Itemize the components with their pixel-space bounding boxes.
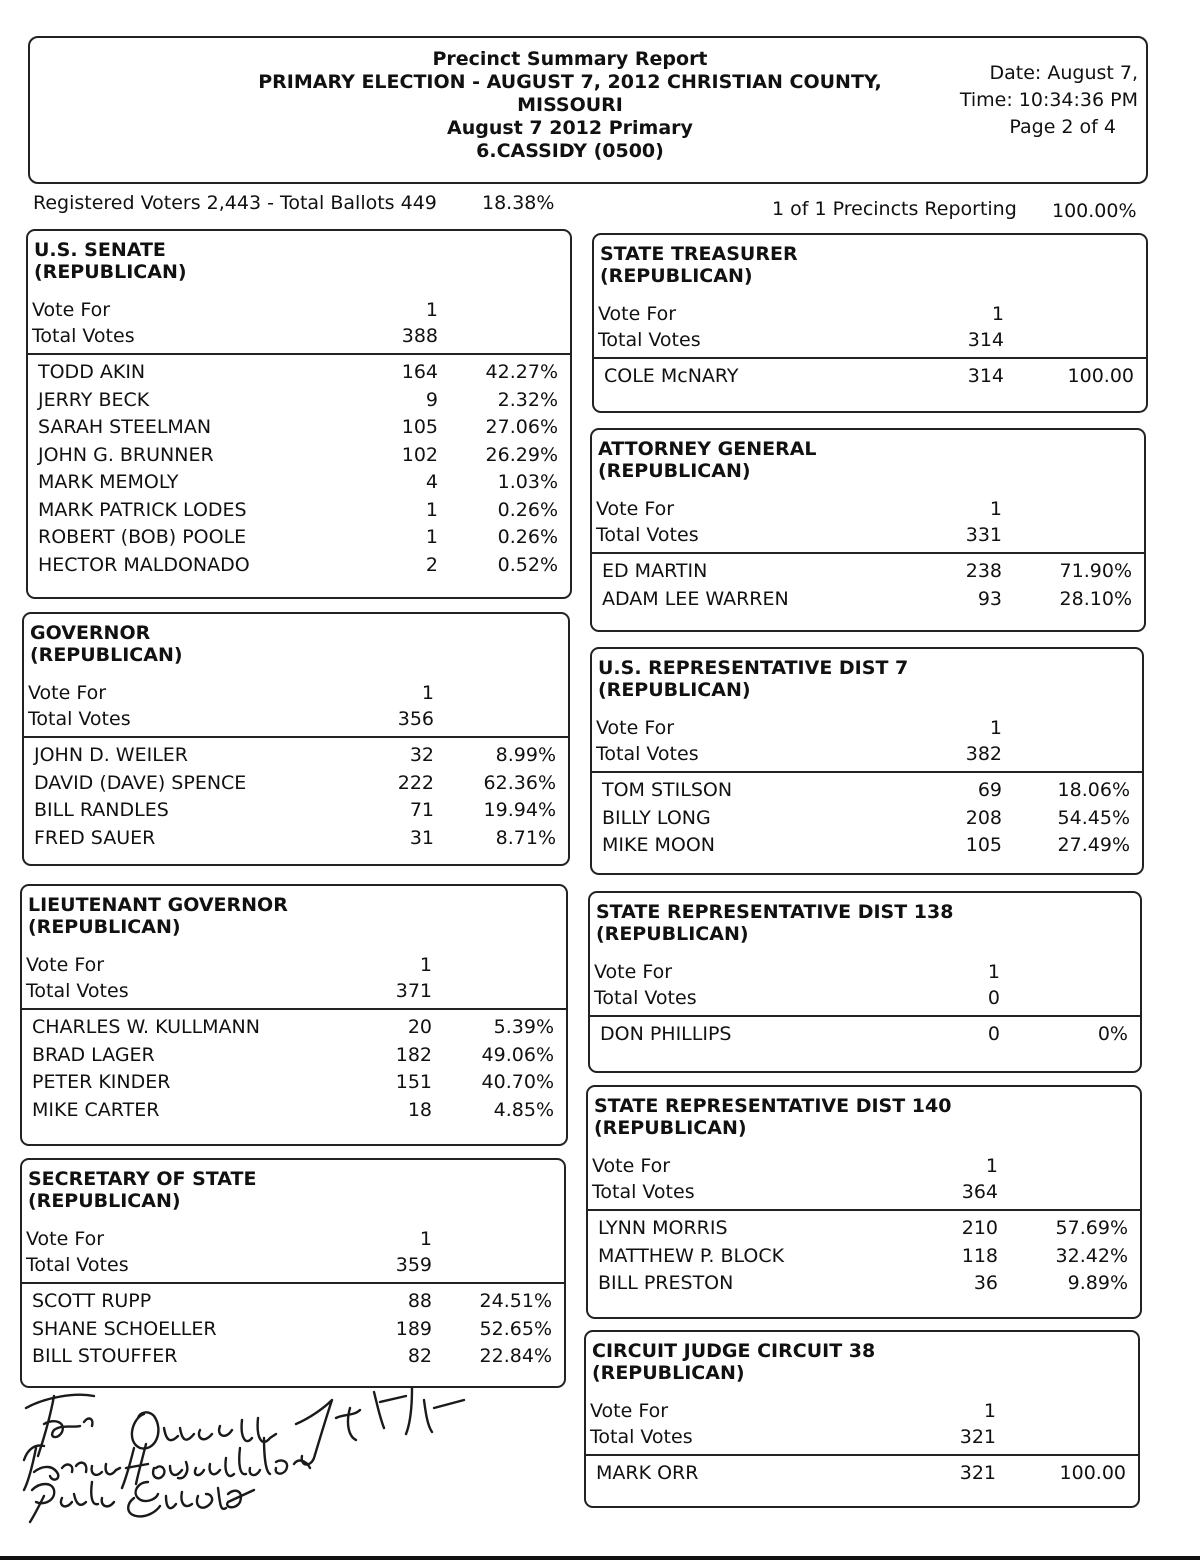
candidate-name: SCOTT RUPP	[32, 1290, 152, 1312]
total-votes-label: Total Votes	[594, 987, 697, 1009]
candidate-votes: 105	[401, 416, 438, 438]
candidate-percent: 22.84%	[479, 1345, 552, 1367]
candidate-list	[588, 1209, 1140, 1298]
candidate-name: BILL PRESTON	[598, 1272, 734, 1294]
candidate-votes: 0	[987, 1023, 1000, 1045]
total-votes-value: 331	[965, 524, 1002, 546]
contest-office: ATTORNEY GENERAL	[598, 438, 817, 460]
precincts-percent: 100.00%	[1052, 200, 1137, 222]
contest-title	[594, 235, 1146, 301]
candidate-votes: 222	[397, 771, 434, 794]
total-votes-label: Total Votes	[590, 1426, 693, 1448]
candidate-row	[590, 1021, 1140, 1049]
vote-for-label: Vote For	[26, 954, 105, 976]
candidate-list	[590, 1015, 1140, 1049]
candidate-votes: 88	[407, 1290, 432, 1312]
contest-office: CIRCUIT JUDGE CIRCUIT 38	[592, 1340, 876, 1362]
contest-party: (REPUBLICAN)	[596, 923, 749, 945]
election-state: MISSOURI	[517, 94, 623, 116]
contest-title	[592, 649, 1142, 715]
contest-totals	[28, 297, 570, 353]
candidate-percent: 42.27%	[485, 361, 558, 383]
candidate-list	[594, 357, 1146, 391]
candidate-name: MATTHEW P. BLOCK	[598, 1244, 785, 1267]
turnout-percent: 18.38%	[482, 192, 555, 214]
contest-box	[26, 229, 572, 599]
election-subtitle: August 7 2012 Primary	[447, 117, 693, 139]
contest-box	[592, 233, 1148, 413]
report-meta	[918, 60, 1138, 141]
vote-for-label: Vote For	[26, 1228, 105, 1250]
candidate-name: DON PHILLIPS	[600, 1023, 732, 1045]
candidate-row	[22, 1014, 566, 1042]
contest-box	[20, 1158, 566, 1388]
contest-title	[592, 430, 1144, 496]
precinct-name: 6.CASSIDY (0500)	[476, 140, 664, 162]
candidate-percent: 19.94%	[483, 799, 556, 821]
contest-party: (REPUBLICAN)	[594, 1117, 747, 1139]
contest-party: (REPUBLICAN)	[598, 460, 751, 482]
candidate-percent: 57.69%	[1055, 1217, 1128, 1239]
candidate-name: JOHN D. WEILER	[34, 744, 188, 766]
candidate-percent: 0.26%	[497, 498, 558, 521]
candidate-name: MIKE MOON	[602, 834, 716, 856]
candidate-votes: 36	[973, 1272, 998, 1294]
candidate-row	[22, 1069, 566, 1097]
candidate-votes: 82	[407, 1345, 432, 1367]
candidate-name: BILL STOUFFER	[32, 1345, 178, 1367]
contest-totals	[592, 496, 1144, 552]
candidate-list	[592, 771, 1142, 860]
candidate-percent: 2.32%	[497, 388, 558, 411]
vote-for-label: Vote For	[594, 961, 673, 983]
candidate-votes: 151	[395, 1071, 432, 1093]
candidate-name: DAVID (DAVE) SPENCE	[34, 771, 247, 794]
total-votes-value: 359	[395, 1254, 432, 1276]
candidate-name: MARK MEMOLY	[38, 471, 179, 493]
candidate-row	[22, 1343, 564, 1371]
candidate-percent: 100.00	[1059, 1462, 1126, 1484]
report-title: Precinct Summary Report	[432, 48, 708, 70]
vote-for-value: 1	[989, 498, 1002, 520]
candidate-name: PETER KINDER	[32, 1071, 171, 1093]
total-votes-label: Total Votes	[32, 325, 135, 347]
candidate-percent: 0.26%	[497, 526, 558, 548]
candidate-votes: 189	[395, 1317, 432, 1340]
candidate-percent: 27.06%	[485, 416, 558, 438]
vote-for-value: 1	[985, 1155, 998, 1177]
candidate-votes: 71	[409, 799, 434, 821]
candidate-row	[28, 524, 570, 552]
vote-for-value: 1	[425, 299, 438, 321]
candidate-votes: 1	[425, 498, 438, 521]
candidate-percent: 49.06%	[481, 1043, 554, 1066]
contest-office: GOVERNOR	[30, 622, 151, 644]
candidate-row	[588, 1243, 1140, 1271]
candidate-name: SARAH STEELMAN	[38, 416, 212, 438]
candidate-row	[588, 1215, 1140, 1243]
candidate-row	[594, 363, 1146, 391]
contest-title	[22, 886, 566, 952]
contest-box	[586, 1085, 1142, 1319]
contest-office: STATE REPRESENTATIVE DIST 140	[594, 1095, 952, 1117]
candidate-name: MIKE CARTER	[32, 1098, 160, 1121]
candidate-percent: 8.71%	[495, 826, 556, 849]
vote-for-label: Vote For	[28, 682, 107, 704]
candidate-percent: 0%	[1097, 1023, 1128, 1045]
candidate-row	[24, 825, 568, 853]
candidate-votes: 118	[961, 1244, 998, 1267]
contest-office: U.S. SENATE	[34, 239, 166, 261]
candidate-row	[28, 359, 570, 387]
candidate-votes: 164	[401, 361, 438, 383]
candidate-name: SHANE SCHOELLER	[32, 1317, 217, 1340]
vote-for-value: 1	[991, 303, 1004, 325]
contest-party: (REPUBLICAN)	[592, 1362, 745, 1384]
candidate-list	[586, 1454, 1138, 1488]
candidate-votes: 20	[407, 1016, 432, 1038]
candidate-percent: 4.85%	[493, 1098, 554, 1121]
total-votes-value: 382	[965, 743, 1002, 765]
contest-totals	[594, 301, 1146, 357]
candidate-name: MARK PATRICK LODES	[38, 498, 247, 521]
candidate-percent: 9.89%	[1067, 1272, 1128, 1294]
contest-box	[20, 884, 568, 1146]
candidate-votes: 102	[401, 443, 438, 466]
contest-office: STATE REPRESENTATIVE DIST 138	[596, 901, 954, 923]
candidate-name: ED MARTIN	[602, 560, 708, 582]
candidate-votes: 182	[395, 1043, 432, 1066]
total-votes-value: 356	[397, 708, 434, 730]
candidate-row	[22, 1042, 566, 1070]
contest-title	[24, 614, 568, 680]
total-votes-value: 0	[987, 987, 1000, 1009]
total-votes-value: 371	[395, 980, 432, 1002]
report-header	[28, 36, 1148, 184]
total-votes-value: 388	[401, 325, 438, 347]
candidate-percent: 28.10%	[1059, 587, 1132, 610]
candidate-votes: 69	[977, 779, 1002, 801]
candidate-votes: 93	[977, 587, 1002, 610]
candidate-percent: 54.45%	[1057, 806, 1130, 829]
candidate-votes: 210	[961, 1217, 998, 1239]
candidate-percent: 100.00	[1067, 365, 1134, 387]
candidate-votes: 321	[959, 1462, 996, 1484]
candidate-row	[592, 805, 1142, 833]
vote-for-value: 1	[983, 1400, 996, 1422]
election-name: PRIMARY ELECTION - AUGUST 7, 2012 CHRISTIAN COUNTY,	[258, 71, 882, 93]
candidate-row	[592, 777, 1142, 805]
candidate-name: BILLY LONG	[602, 806, 711, 829]
vote-for-value: 1	[989, 717, 1002, 739]
candidate-list	[592, 552, 1144, 613]
total-votes-label: Total Votes	[26, 980, 129, 1002]
vote-for-label: Vote For	[598, 303, 677, 325]
candidate-votes: 105	[965, 834, 1002, 856]
total-votes-label: Total Votes	[28, 708, 131, 730]
candidate-row	[28, 497, 570, 525]
candidate-name: LYNN MORRIS	[598, 1217, 728, 1239]
candidate-name: ADAM LEE WARREN	[602, 587, 789, 610]
candidate-row	[28, 442, 570, 470]
candidate-row	[24, 770, 568, 798]
contest-office: U.S. REPRESENTATIVE DIST 7	[598, 657, 909, 679]
total-votes-value: 314	[967, 329, 1004, 351]
vote-for-label: Vote For	[592, 1155, 671, 1177]
candidate-percent: 1.03%	[497, 471, 558, 493]
candidate-row	[24, 797, 568, 825]
candidate-percent: 62.36%	[483, 771, 556, 794]
candidate-percent: 18.06%	[1057, 779, 1130, 801]
candidate-votes: 32	[409, 744, 434, 766]
contest-title	[586, 1332, 1138, 1398]
contest-box	[588, 891, 1142, 1073]
candidate-list	[22, 1282, 564, 1371]
candidate-votes: 31	[409, 826, 434, 849]
candidate-row	[28, 414, 570, 442]
candidate-list	[22, 1008, 566, 1124]
contest-totals	[586, 1398, 1138, 1454]
candidate-votes: 1	[425, 526, 438, 548]
candidate-percent: 27.49%	[1057, 834, 1130, 856]
candidate-row	[592, 586, 1144, 614]
total-votes-value: 321	[959, 1426, 996, 1448]
vote-for-value: 1	[421, 682, 434, 704]
total-votes-value: 364	[961, 1181, 998, 1203]
report-page: Page 2 of 4	[1009, 116, 1116, 138]
report-time: Time: 10:34:36 PM	[959, 89, 1138, 111]
total-votes-label: Total Votes	[596, 524, 699, 546]
candidate-votes: 2	[425, 553, 438, 576]
candidate-name: CHARLES W. KULLMANN	[32, 1016, 260, 1038]
candidate-votes: 4	[425, 471, 438, 493]
contest-party: (REPUBLICAN)	[28, 1190, 181, 1212]
candidate-percent: 52.65%	[479, 1317, 552, 1340]
contest-office: STATE TREASURER	[600, 243, 798, 265]
candidate-name: BILL RANDLES	[34, 799, 169, 821]
contest-party: (REPUBLICAN)	[600, 265, 753, 287]
vote-for-value: 1	[419, 954, 432, 976]
candidate-name: ROBERT (BOB) POOLE	[38, 526, 247, 548]
candidate-votes: 9	[425, 388, 438, 411]
candidate-name: BRAD LAGER	[32, 1043, 155, 1066]
contest-box	[590, 428, 1146, 632]
candidate-row	[588, 1270, 1140, 1298]
candidate-row	[592, 832, 1142, 860]
candidate-row	[22, 1288, 564, 1316]
vote-for-value: 1	[987, 961, 1000, 983]
registered-voters: Registered Voters 2,443 - Total Ballots 449	[33, 192, 437, 214]
contest-totals	[22, 952, 566, 1008]
contest-party: (REPUBLICAN)	[34, 261, 187, 283]
candidate-name: TODD AKIN	[38, 361, 146, 383]
vote-for-label: Vote For	[596, 717, 675, 739]
candidate-name: FRED SAUER	[34, 826, 156, 849]
candidate-row	[28, 552, 570, 580]
page-bottom-rule	[0, 1556, 1200, 1560]
candidate-list	[24, 736, 568, 852]
contest-title	[28, 231, 570, 297]
contest-title	[588, 1087, 1140, 1153]
candidate-row	[28, 469, 570, 497]
precincts-reporting: 1 of 1 Precincts Reporting	[772, 198, 1017, 220]
contest-office: SECRETARY OF STATE	[28, 1168, 257, 1190]
contest-party: (REPUBLICAN)	[28, 916, 181, 938]
candidate-row	[586, 1460, 1138, 1488]
candidate-percent: 8.99%	[495, 744, 556, 766]
candidate-percent: 71.90%	[1059, 560, 1132, 582]
candidate-percent: 24.51%	[479, 1290, 552, 1312]
candidate-votes: 208	[965, 806, 1002, 829]
candidate-percent: 5.39%	[493, 1016, 554, 1038]
candidate-list	[28, 353, 570, 579]
candidate-percent: 40.70%	[481, 1071, 554, 1093]
contest-totals	[22, 1226, 564, 1282]
contest-totals	[24, 680, 568, 736]
candidate-row	[28, 387, 570, 415]
candidate-votes: 314	[967, 365, 1004, 387]
contest-box	[590, 647, 1144, 875]
contest-box	[584, 1330, 1140, 1508]
candidate-votes: 238	[965, 560, 1002, 582]
report-date: Date: August 7,	[989, 62, 1138, 84]
candidate-row	[22, 1316, 564, 1344]
report-title-block	[210, 48, 930, 163]
candidate-row	[22, 1097, 566, 1125]
contest-office: LIEUTENANT GOVERNOR	[28, 894, 288, 916]
contest-party: (REPUBLICAN)	[598, 679, 751, 701]
candidate-percent: 32.42%	[1055, 1244, 1128, 1267]
contest-totals	[590, 959, 1140, 1015]
vote-for-value: 1	[419, 1228, 432, 1250]
contest-title	[22, 1160, 564, 1226]
vote-for-label: Vote For	[596, 498, 675, 520]
candidate-percent: 0.52%	[497, 553, 558, 576]
contest-totals	[592, 715, 1142, 771]
candidate-name: TOM STILSON	[602, 779, 733, 801]
total-votes-label: Total Votes	[592, 1181, 695, 1203]
contest-party: (REPUBLICAN)	[30, 644, 183, 666]
signature-image	[14, 1378, 474, 1528]
contest-totals	[588, 1153, 1140, 1209]
candidate-row	[24, 742, 568, 770]
candidate-name: JERRY BECK	[38, 388, 150, 411]
candidate-name: COLE McNARY	[604, 365, 739, 387]
candidate-name: JOHN G. BRUNNER	[38, 443, 214, 466]
candidate-name: MARK ORR	[596, 1462, 699, 1484]
candidate-name: HECTOR MALDONADO	[38, 553, 250, 576]
vote-for-label: Vote For	[590, 1400, 669, 1422]
vote-for-label: Vote For	[32, 299, 111, 321]
total-votes-label: Total Votes	[26, 1254, 129, 1276]
total-votes-label: Total Votes	[596, 743, 699, 765]
candidate-row	[592, 558, 1144, 586]
candidate-percent: 26.29%	[485, 443, 558, 466]
total-votes-label: Total Votes	[598, 329, 701, 351]
candidate-votes: 18	[407, 1098, 432, 1121]
contest-title	[590, 893, 1140, 959]
contest-box	[22, 612, 570, 866]
